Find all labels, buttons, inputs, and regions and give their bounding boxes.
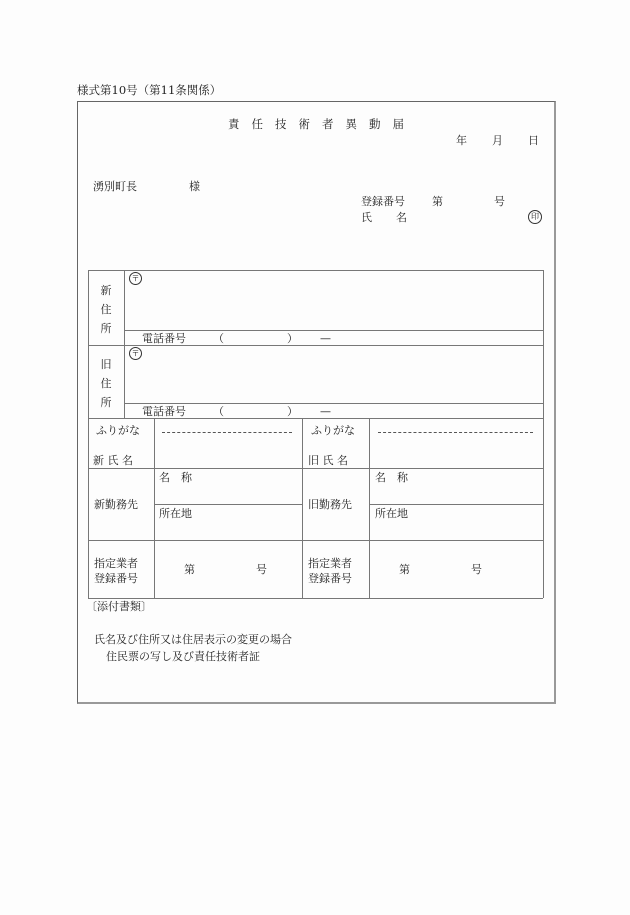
new-phone-field[interactable]	[200, 331, 542, 344]
date-year-label: 年	[456, 134, 467, 147]
form-number: 様式第10号（第11条関係）	[77, 83, 222, 97]
form-title	[228, 119, 416, 131]
table-border-top	[88, 270, 543, 271]
date-day-label: 日	[528, 134, 539, 147]
postal-mark-icon: 〒	[129, 347, 142, 360]
old-workplace-location-field[interactable]	[371, 506, 542, 539]
seal-icon: 印	[528, 210, 542, 224]
new-address-field[interactable]	[126, 272, 542, 329]
new-phone-label: 電話番号	[142, 332, 186, 345]
attachments-heading: 〔添付書類〕	[86, 600, 152, 613]
address-name-divider	[88, 418, 543, 419]
registration-go: 号	[494, 195, 505, 208]
title-char: 責	[228, 117, 240, 131]
workplace-designated-divider	[88, 540, 543, 541]
new-phone-close-paren: ）	[287, 332, 298, 345]
old-workplace-name-field[interactable]	[371, 470, 542, 503]
new-address-label: 新 住 所	[100, 284, 112, 335]
old-phone-label: 電話番号	[142, 405, 186, 418]
title-char: 任	[251, 117, 263, 131]
registration-number-label: 登録番号	[361, 195, 405, 208]
registration-dai: 第	[432, 195, 443, 208]
title-char: 動	[369, 117, 381, 131]
old-designated-label: 指定業者 登録番号	[308, 557, 352, 585]
old-phone-close-paren: ）	[287, 405, 298, 418]
center-col-divider	[302, 418, 303, 598]
old-phone-dash: —	[320, 405, 331, 418]
old-phone-field[interactable]	[200, 404, 542, 417]
old-designated-dai: 第	[399, 563, 410, 576]
attachments-line-1: 氏名及び住所又は住居表示の変更の場合	[94, 633, 292, 646]
title-char: 異	[345, 117, 357, 131]
title-char: 者	[322, 117, 334, 131]
date-month-label: 月	[492, 134, 503, 147]
old-workplace-label: 旧勤務先	[308, 498, 352, 511]
new-old-address-divider	[88, 345, 543, 346]
table-border-left	[88, 270, 89, 598]
old-designated-number-field[interactable]	[411, 542, 467, 596]
new-phone-open-paren: （	[213, 332, 224, 345]
old-name-label: 旧 氏 名	[308, 454, 348, 467]
right-col-divider	[369, 418, 370, 598]
new-furigana-label: ふりがな	[96, 424, 140, 437]
new-designated-label: 指定業者 登録番号	[94, 557, 138, 585]
old-workplace-inner-divider	[369, 504, 543, 505]
old-workplace-location-label: 所在地	[375, 507, 408, 520]
new-workplace-location-label: 所在地	[159, 507, 192, 520]
addressee-honorific: 様	[189, 180, 200, 193]
old-address-field[interactable]	[126, 347, 542, 402]
new-workplace-location-field[interactable]	[156, 506, 301, 539]
old-phone-open-paren: （	[213, 405, 224, 418]
old-name-field[interactable]	[371, 420, 542, 467]
table-border-bottom	[88, 598, 543, 599]
new-designated-go: 号	[256, 563, 267, 576]
old-workplace-name-label: 名 称	[375, 471, 408, 484]
new-workplace-label: 新勤務先	[94, 498, 138, 511]
new-designated-number-field[interactable]	[196, 542, 252, 596]
old-designated-go: 号	[471, 563, 482, 576]
applicant-name-label-1: 氏	[361, 211, 372, 224]
new-name-label: 新 氏 名	[93, 454, 133, 467]
title-char: 技	[275, 117, 287, 131]
name-workplace-divider	[88, 468, 543, 469]
old-address-label: 旧 住 所	[100, 358, 112, 409]
new-phone-dash: —	[320, 332, 331, 345]
postal-mark-icon: 〒	[129, 272, 142, 285]
title-char: 届	[392, 117, 404, 131]
new-workplace-name-label: 名 称	[159, 471, 192, 484]
old-furigana-label: ふりがな	[311, 424, 355, 437]
new-name-field[interactable]	[156, 420, 301, 467]
title-char: 術	[298, 117, 310, 131]
applicant-name-label-2: 名	[396, 211, 407, 224]
table-border-right	[543, 270, 544, 598]
attachments-line-2: 住民票の写し及び責任技術者証	[106, 650, 260, 663]
left-col-divider	[154, 418, 155, 598]
addressee-name: 湧別町長	[93, 180, 137, 193]
address-col-divider	[124, 270, 125, 418]
new-workplace-inner-divider	[154, 504, 302, 505]
new-workplace-name-field[interactable]	[156, 470, 301, 503]
new-designated-dai: 第	[184, 563, 195, 576]
